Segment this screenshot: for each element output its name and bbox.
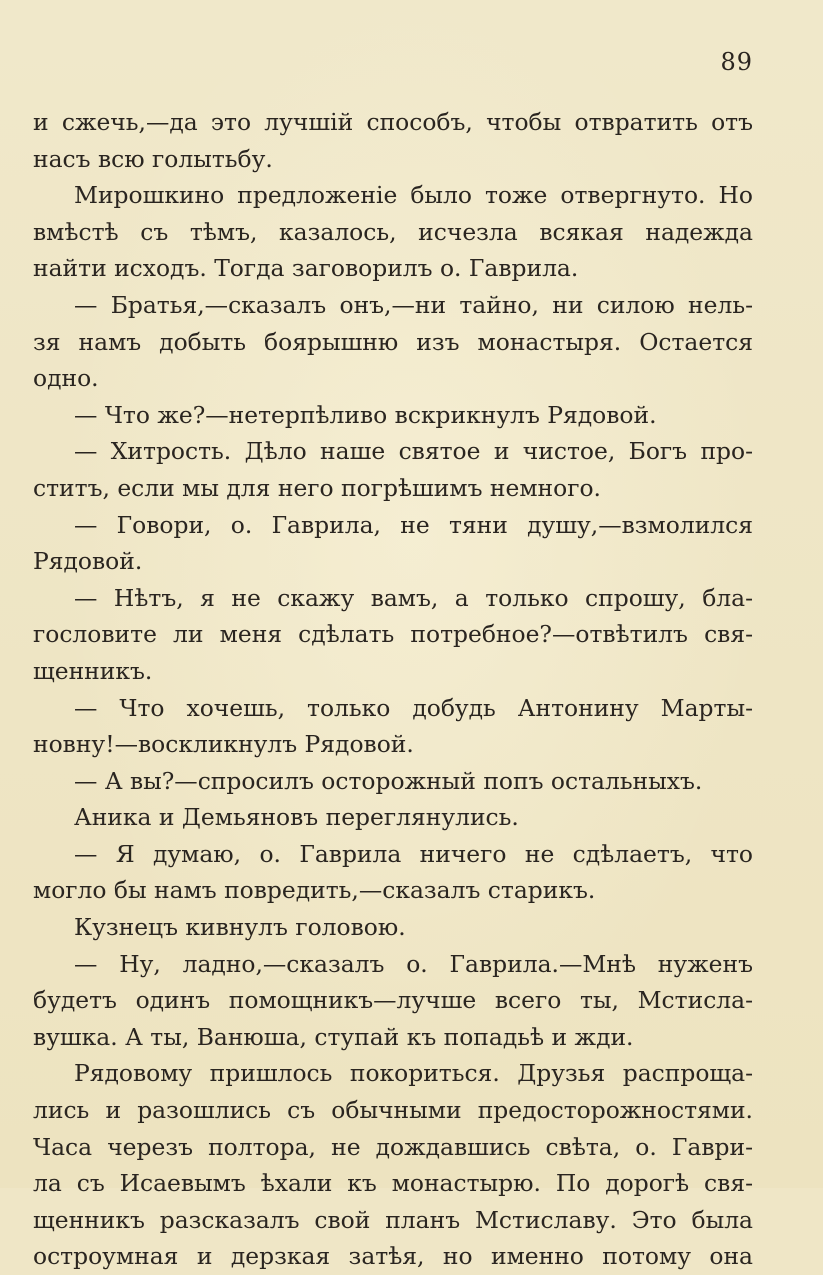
text-line: — Братья,—сказалъ онъ,—ни тайно, ни силою нель- bbox=[74, 290, 753, 319]
text-line: — Ну, ладно,—сказалъ о. Гаврила.—Мнѣ нуженъ bbox=[74, 949, 753, 978]
text-line: — Хитрость. Дѣло наше святое и чистое, Богъ про- bbox=[74, 437, 753, 466]
text-line: Часа черезъ полтора, не дождавшись свѣта, о. Гаври- bbox=[33, 1132, 753, 1161]
body-text bbox=[33, 104, 753, 1275]
text-line: могло бы намъ повредить,—сказалъ старикъ. bbox=[33, 876, 596, 905]
text-line: вушка. А ты, Ванюша, ступай къ попадьѣ и жди. bbox=[33, 1022, 634, 1051]
text-line: — Что же?—нетерпѣливо вскрикнулъ Рядовой. bbox=[74, 400, 657, 429]
text-line: вмѣстѣ съ тѣмъ, казалось, исчезла всякая надежда bbox=[33, 217, 753, 246]
text-line: зя намъ добыть боярышню изъ монастыря. Остается bbox=[33, 327, 753, 356]
text-line: и сжечь,—да это лучшій способъ, чтобы отвратить отъ bbox=[33, 108, 753, 136]
text-line: будетъ одинъ помощникъ—лучше всего ты, Мстисла- bbox=[33, 986, 753, 1015]
text-line: ла съ Исаевымъ ѣхали къ монастырю. По дорогѣ свя- bbox=[33, 1169, 753, 1198]
text-line: — Я думаю, о. Гаврила ничего не сдѣлаетъ, что bbox=[74, 839, 753, 868]
text-line: новну!—воскликнулъ Рядовой. bbox=[33, 730, 414, 759]
text-line: — Говори, о. Гаврила, не тяни душу,—взмолился bbox=[74, 510, 753, 539]
text-line: Рядовому пришлось покориться. Друзья распроща- bbox=[74, 1059, 753, 1088]
text-line: насъ всю голытьбу. bbox=[33, 144, 273, 173]
text-line: Аника и Демьяновъ переглянулись. bbox=[74, 803, 519, 832]
text-line: гословите ли меня сдѣлать потребное?—отвѣтилъ свя- bbox=[33, 620, 753, 649]
text-line: одно. bbox=[33, 364, 99, 393]
text-line: найти исходъ. Тогда заговорилъ о. Гаврила. bbox=[33, 254, 579, 283]
text-line: — А вы?—спросилъ осторожный попъ остальныхъ. bbox=[74, 766, 703, 795]
text-line: Мирошкино предложеніе было тоже отвергнуто. Но bbox=[74, 181, 753, 210]
text-line: Кузнецъ кивнулъ головою. bbox=[74, 913, 406, 942]
text-line: — Что хочешь, только добудь Антонину Марты- bbox=[74, 693, 753, 722]
text-line: лись и разошлись съ обычными предосторожностями. bbox=[33, 1096, 753, 1125]
page-number: 89 bbox=[720, 48, 753, 76]
text-line: остроумная и дерзкая затѣя, но именно потому она bbox=[33, 1242, 753, 1271]
text-line: щенникъ. bbox=[33, 656, 153, 685]
text-line: щенникъ разсказалъ свой планъ Мстиславу. Это была bbox=[33, 1205, 753, 1234]
text-line: ститъ, если мы для него погрѣшимъ немного. bbox=[33, 473, 601, 502]
text-line: — Нѣтъ, я не скажу вамъ, а только спрошу, бла- bbox=[74, 583, 753, 612]
text-line: Рядовой. bbox=[33, 547, 143, 576]
